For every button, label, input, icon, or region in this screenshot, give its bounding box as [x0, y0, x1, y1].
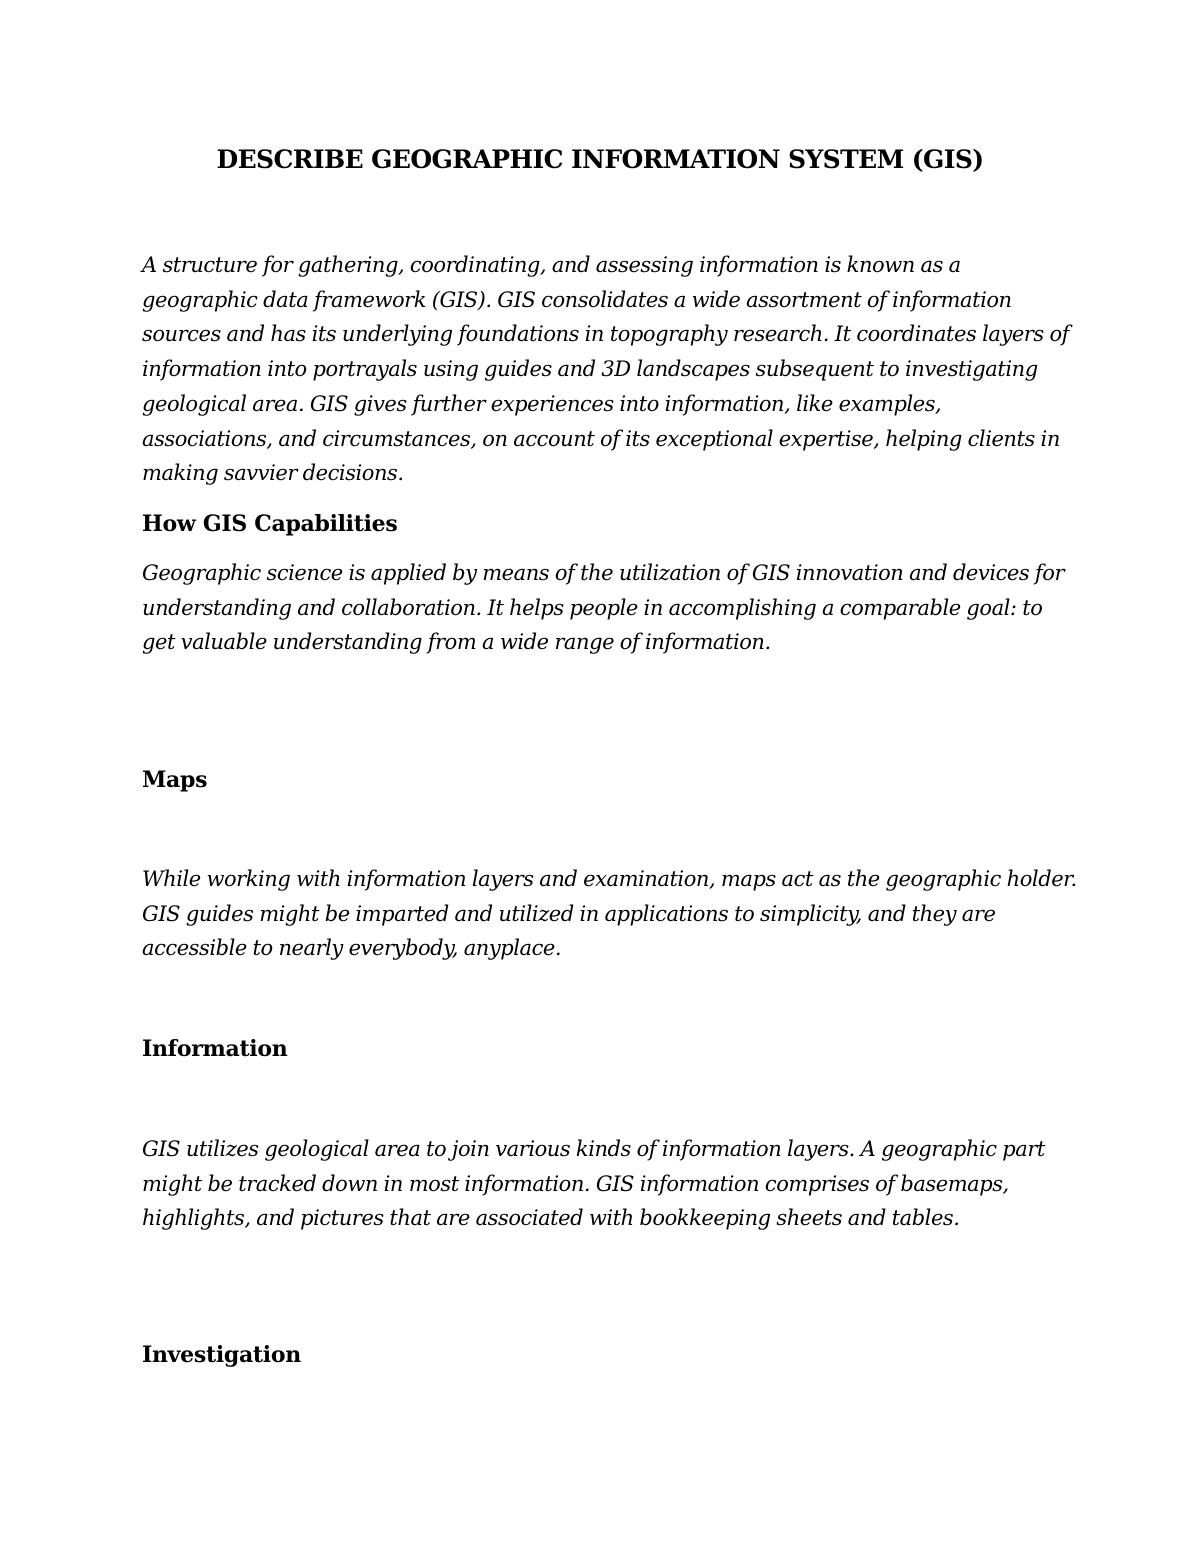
section-heading-maps: Maps: [142, 767, 208, 793]
section-heading-how-gis-capabilities: How GIS Capabilities: [142, 511, 398, 537]
section-body-how-gis-capabilities: Geographic science is applied by means of the utilization of GIS innovation and devices for understanding and collaboration. It helps people in accomplishing a comparable goal: to get valuable understanding from a wide range of information.: [142, 561, 1065, 655]
intro-paragraph: A structure for gathering, coordinating, and assessing information is known as a geographic data framework (GIS). GIS consolidates a wide assortment of information sources and has its underlying foundations in topography research. It coordinates layers of information into portrayals using guides and 3D landscapes subsequent to investigating geological area. GIS gives further experiences into information, like examples, associations, and circumstances, on account of its exceptional expertise, helping clients in making savvier decisions.: [142, 253, 1069, 486]
section-body-information: GIS utilizes geological area to join various kinds of information layers. A geographic part might be tracked down in most information. GIS information comprises of basemaps, highlights, and pictures that are associated with bookkeeping sheets and tables.: [142, 1137, 1045, 1231]
document-title: DESCRIBE GEOGRAPHIC INFORMATION SYSTEM (GIS): [216, 145, 984, 174]
section-body-maps: While working with information layers and examination, maps act as the geographic holder. GIS guides might be imparted and utilized in applications to simplicity, and they are accessible to nearly everybody, anyplace.: [142, 867, 1077, 961]
section-heading-investigation: Investigation: [142, 1342, 301, 1368]
section-heading-information: Information: [142, 1036, 288, 1062]
